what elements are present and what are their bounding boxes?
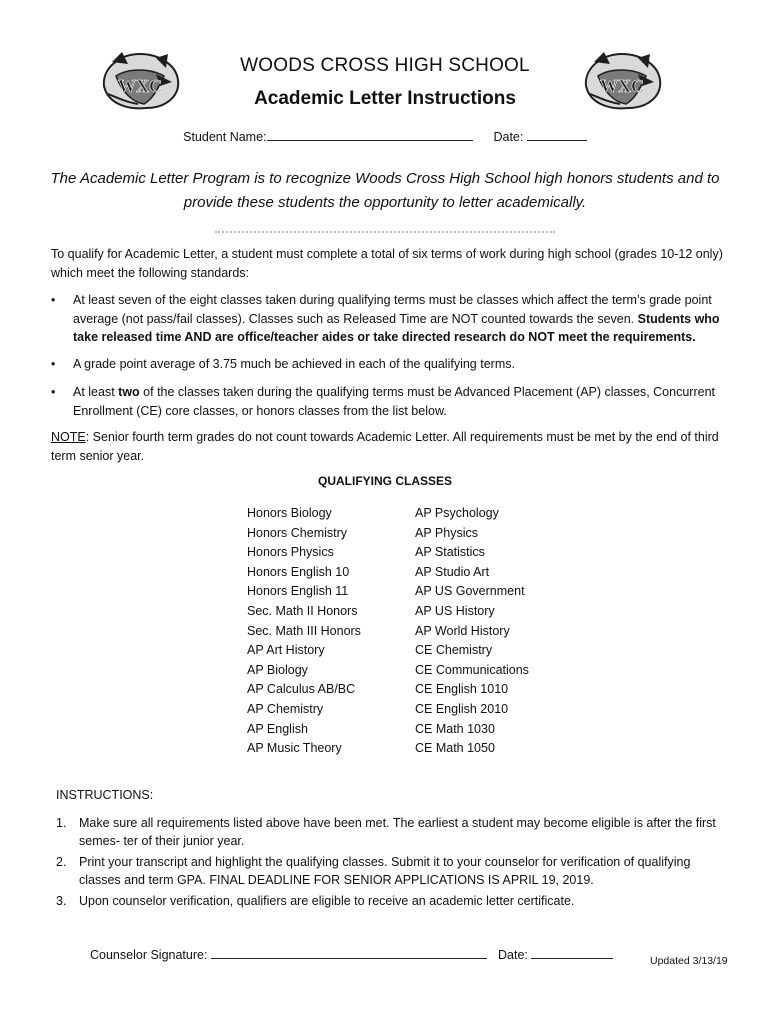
classes-right-column <box>415 504 529 759</box>
instructions-heading: INSTRUCTIONS: <box>56 788 154 802</box>
logo-letters: WXC <box>600 76 644 96</box>
date-label: Date: <box>493 130 524 144</box>
dotted-divider <box>215 231 555 233</box>
requirement-text-post: of the classes taken during the qualifying terms must be Advanced Placement (AP) classes, Concurrent Enrollment (CE) core classes, or honors classes from the list below. <box>73 385 715 418</box>
qualifying-class-item: Honors English 11 <box>247 584 349 599</box>
qualifying-class-item: AP Physics <box>415 525 478 540</box>
qualifying-class-item: AP Art History <box>247 643 325 658</box>
step-number: 3. <box>56 894 67 908</box>
qualifying-class-item: AP World History <box>415 623 510 638</box>
qualifying-class-item: Sec. Math III Honors <box>247 623 361 638</box>
requirement-bullet-3 <box>51 383 731 421</box>
student-name-label: Student Name: <box>183 130 267 144</box>
qualifying-class-item: AP Biology <box>247 662 308 677</box>
qualifying-class-item: Honors Chemistry <box>247 525 348 540</box>
counselor-signature-row <box>90 946 487 962</box>
footer-date-row <box>498 946 613 962</box>
qualifying-class-item: Sec. Math II Honors <box>247 603 358 618</box>
note-label: NOTE <box>51 430 86 444</box>
qualifying-class-item: CE English 1010 <box>415 682 509 697</box>
qualifying-class-item: AP Statistics <box>415 545 485 560</box>
qualifying-class-item: CE Chemistry <box>415 643 493 658</box>
counselor-signature-label: Counselor Signature: <box>90 948 208 962</box>
step-text: Upon counselor verification, qualifiers are eligible to receive an academic letter certificate. <box>79 894 575 908</box>
requirement-text-pre: At least <box>73 385 119 399</box>
updated-date: Updated 3/13/19 <box>650 955 728 967</box>
student-info-line <box>0 128 770 144</box>
footer-date-label: Date: <box>498 948 528 962</box>
requirement-bullet-2 <box>51 355 731 375</box>
qualifying-class-item: AP Calculus AB/BC <box>247 682 356 697</box>
intro-statement: The Academic Letter Program is to recognize Woods Cross High School high honors students and to provide these students the opportunity to letter academically. <box>50 170 720 211</box>
qualifying-class-item: CE Math 1050 <box>415 741 495 756</box>
requirement-text: A grade point average of 3.75 much be achieved in each of the qualifying terms. <box>73 357 515 371</box>
qualify-paragraph: To qualify for Academic Letter, a student must complete a total of six terms of work during high school (grades 10-12 only) which meet the following standards: <box>51 247 723 280</box>
qualifying-class-item: AP Psychology <box>415 506 499 520</box>
school-name: WOODS CROSS HIGH SCHOOL <box>240 55 530 76</box>
requirement-text <box>73 291 723 347</box>
qualifying-class-item: AP US Government <box>415 584 525 599</box>
requirement-bullet-1 <box>51 291 731 347</box>
qualifying-class-item: AP Studio Art <box>415 564 490 579</box>
qualifying-class-item: AP US History <box>415 603 495 618</box>
step-number: 2. <box>56 855 67 869</box>
qualifying-class-item: CE Communications <box>415 662 529 677</box>
bullet-icon: • <box>51 357 56 371</box>
student-name-field[interactable] <box>267 128 473 141</box>
qualifying-class-item: AP Chemistry <box>247 701 324 716</box>
requirement-text-bold: Students who take released time AND are office/teacher aides or take directed research do NOT meet the requirements. <box>73 311 720 344</box>
instruction-step-2 <box>56 853 726 889</box>
step-number: 1. <box>56 816 67 830</box>
classes-left-column <box>247 504 361 759</box>
bullet-icon: • <box>51 293 56 307</box>
instruction-step-1 <box>56 814 726 850</box>
step-text: Print your transcript and highlight the qualifying classes. Submit it to your counselor for verification of qualifying classes and term GPA. FINAL DEADLINE FOR SENIOR APPLICATIONS IS APRIL 19, 2019. <box>79 855 691 887</box>
counselor-signature-field[interactable] <box>211 946 487 959</box>
step-text: Make sure all requirements listed above have been met. The earliest a student may become eligible is after the first semes- ter of their junior year. <box>79 816 716 848</box>
requirement-text-plain: At least seven of the eight classes taken during qualifying terms must be classes which affect the term’s grade point average (not pass/fail classes). Classes such as Released Time are NOT counted towards the seven. <box>73 293 712 326</box>
instruction-step-3 <box>56 892 726 910</box>
qualifying-class-item: AP Music Theory <box>247 741 342 756</box>
qualifying-class-item: Honors English 10 <box>247 564 350 579</box>
requirement-text <box>73 383 723 420</box>
document-title: Academic Letter Instructions <box>254 88 516 109</box>
logo-letters: WXC <box>118 76 162 96</box>
qualifying-class-item: Honors Biology <box>247 506 332 520</box>
note-paragraph <box>51 428 731 465</box>
date-field[interactable] <box>527 128 587 141</box>
requirement-text-bold: two <box>118 385 140 399</box>
note-text: : Senior fourth term grades do not count towards Academic Letter. All requirements must be met by the end of third term senior year. <box>51 430 719 463</box>
qualifying-class-item: AP English <box>247 721 308 736</box>
qualifying-class-item: Honors Physics <box>247 545 334 560</box>
qualifying-class-item: CE English 2010 <box>415 701 509 716</box>
qualifying-class-item: CE Math 1030 <box>415 721 495 736</box>
bullet-icon: • <box>51 385 56 399</box>
qualifying-classes-title: QUALIFYING CLASSES <box>317 474 452 488</box>
footer-date-field[interactable] <box>531 946 613 959</box>
